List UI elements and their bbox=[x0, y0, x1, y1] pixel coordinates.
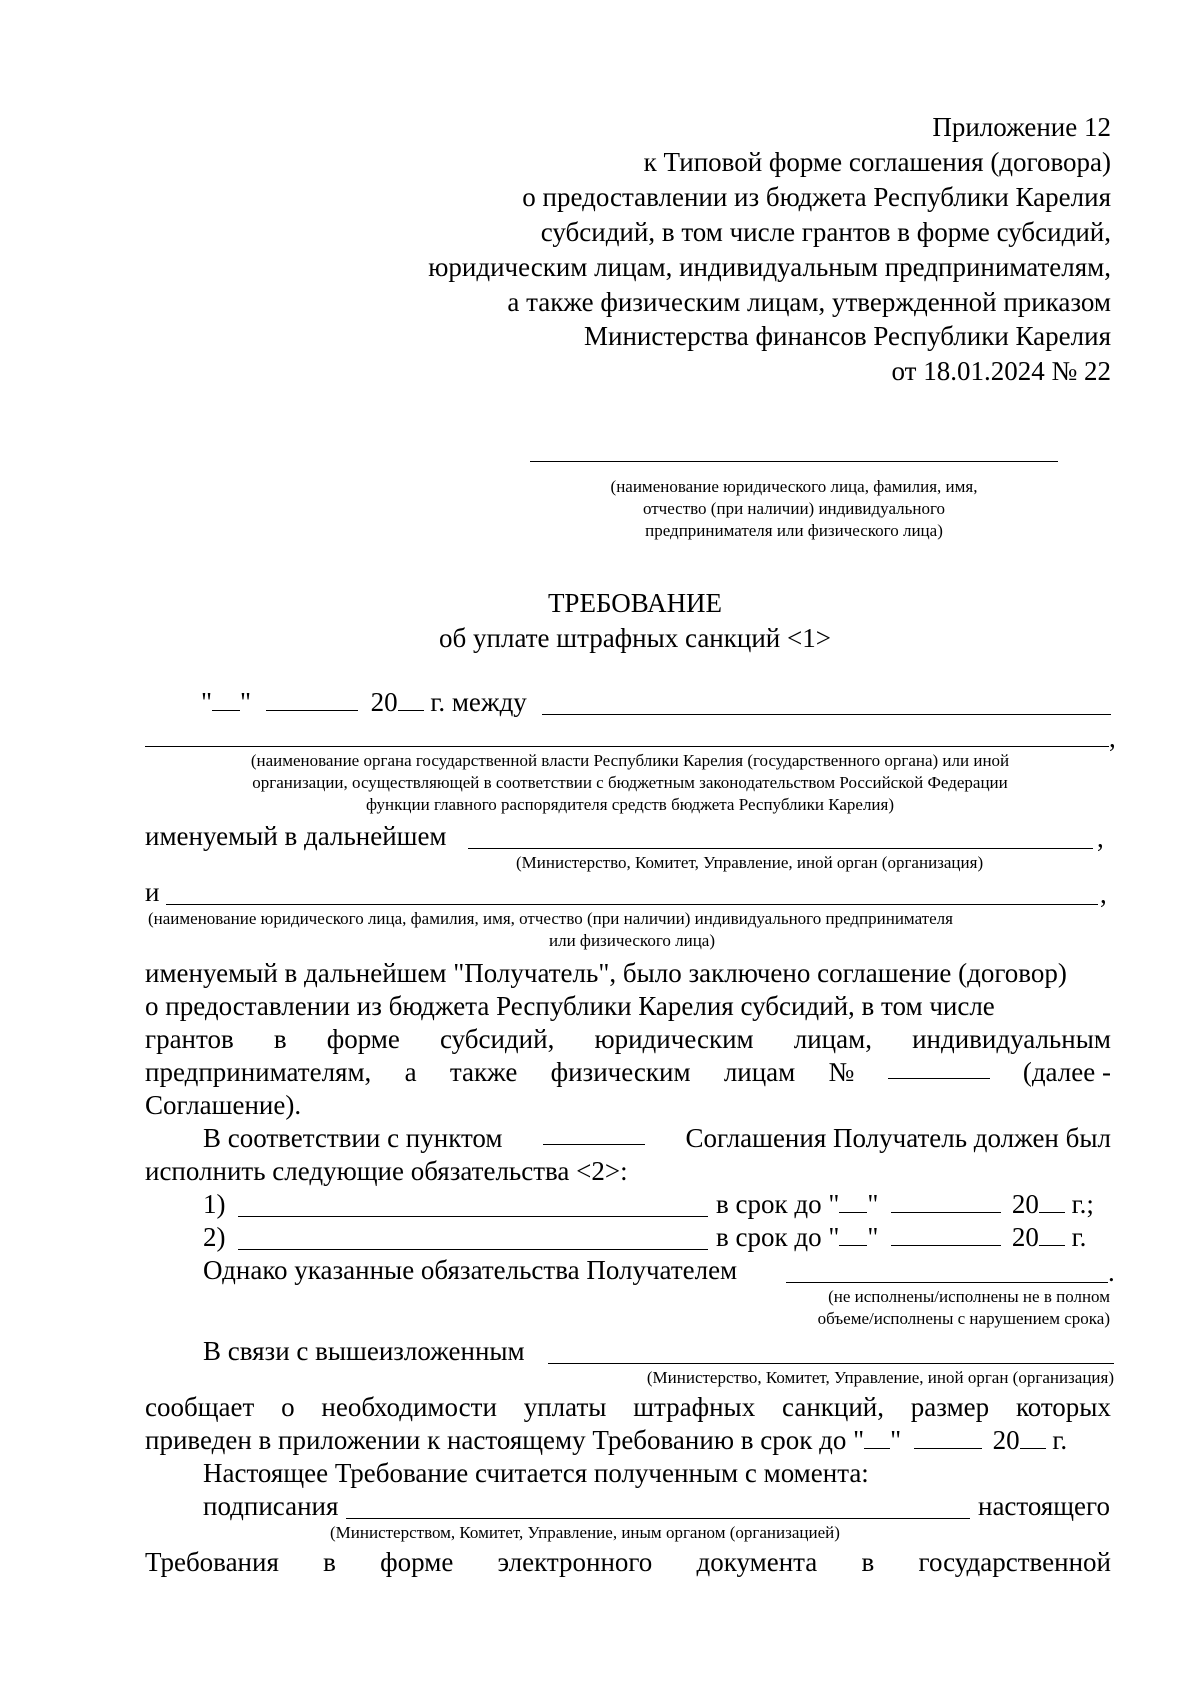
paragraph-line-justified: сообщает о необходимости уплаты штрафных санкций, размер которых bbox=[145, 1392, 1111, 1422]
due-to-text: В связи с вышеизложенным bbox=[203, 1336, 525, 1366]
recipient-name-line[interactable] bbox=[530, 461, 1058, 462]
fulfillment-status-field[interactable] bbox=[786, 1282, 1108, 1283]
paragraph-line: о предоставлении из бюджета Республики Карелия субсидий, в том числе bbox=[145, 991, 995, 1021]
obligation-day-field[interactable] bbox=[839, 1223, 867, 1246]
obligation-number: 1) bbox=[203, 1189, 226, 1219]
header-line: а также физическим лицам, утвержденной приказом bbox=[507, 287, 1111, 317]
however-text: Однако указанные обязательства Получателем bbox=[203, 1255, 738, 1285]
obligation-number: 2) bbox=[203, 1222, 226, 1252]
obligation-year-field[interactable] bbox=[1039, 1190, 1065, 1213]
obligation-year-field[interactable] bbox=[1039, 1223, 1065, 1246]
date-day-field[interactable] bbox=[212, 688, 240, 711]
signing-authority-field[interactable] bbox=[346, 1518, 970, 1519]
sign-end: настоящего bbox=[978, 1491, 1110, 1521]
fulfillment-caption: (не исполнены/исполнены не в полном bbox=[828, 1287, 1110, 1306]
party-one-name-line-2[interactable] bbox=[145, 746, 1109, 747]
header-line: Министерства финансов Республики Карелия bbox=[583, 321, 1111, 351]
party-two-caption: (наименование юридического лица, фамилия, имя, отчество (при наличии) индивидуального предпринимателя bbox=[148, 909, 953, 928]
due-to-caption: (Министерство, Комитет, Управление, иной орган (организация) bbox=[646, 1368, 1114, 1387]
header-line: Приложение 12 bbox=[932, 112, 1111, 142]
party-one-name-line[interactable] bbox=[542, 714, 1111, 715]
payment-month-field[interactable] bbox=[914, 1426, 982, 1449]
payment-year-field[interactable] bbox=[1020, 1426, 1046, 1449]
recipient-caption: (наименование юридического лица, фамилия, имя, bbox=[610, 477, 978, 496]
due-to-authority-field[interactable] bbox=[548, 1363, 1114, 1364]
sign-label: подписания bbox=[203, 1491, 339, 1521]
and-label: и bbox=[145, 877, 160, 907]
obligation-month-field[interactable] bbox=[891, 1190, 1001, 1213]
named-label: именуемый в дальнейшем bbox=[145, 821, 447, 851]
header-line: от 18.01.2024 № 22 bbox=[891, 356, 1111, 386]
header-line: юридическим лицам, индивидуальным предпринимателям, bbox=[428, 252, 1111, 282]
comma: , bbox=[1097, 823, 1104, 853]
recipient-caption: предпринимателя или физического лица) bbox=[645, 521, 943, 540]
paragraph-line: именуемый в дальнейшем "Получатель", было заключено соглашение (договор) bbox=[145, 958, 1067, 988]
obligation-deadline: в срок до " " 20 г.; bbox=[716, 1189, 1094, 1219]
date-line: " " 20 г. между bbox=[201, 687, 527, 717]
authority-caption: функции главного распорядителя средств бюджета Республики Карелия) bbox=[365, 795, 895, 814]
obligation-month-field[interactable] bbox=[891, 1223, 1001, 1246]
paragraph-line: приведен в приложении к настоящему Требованию в срок до " " 20 г. bbox=[145, 1425, 1068, 1455]
comma: , bbox=[1109, 723, 1116, 753]
header-line: о предоставлении из бюджета Республики Карелия bbox=[522, 182, 1111, 212]
party-two-caption: или физического лица) bbox=[549, 931, 715, 950]
date-year-field[interactable] bbox=[398, 688, 424, 711]
header-line: к Типовой форме соглашения (договора) bbox=[643, 147, 1111, 177]
date-month-field[interactable] bbox=[266, 688, 358, 711]
received-text: Настоящее Требование считается полученным с момента: bbox=[203, 1458, 869, 1488]
authority-caption: (наименование органа государственной власти Республики Карелия (государственного органа) или иной bbox=[250, 751, 1010, 770]
obligation-field[interactable] bbox=[238, 1249, 708, 1250]
document-subtitle: об уплате штрафных санкций <1> bbox=[439, 623, 831, 653]
comma: , bbox=[1100, 879, 1107, 909]
named-caption: (Министерство, Комитет, Управление, иной орган (организация) bbox=[516, 853, 984, 872]
document-title: ТРЕБОВАНИЕ bbox=[547, 588, 723, 618]
obligation-deadline: в срок до " " 20 г. bbox=[716, 1222, 1087, 1252]
obligation-field[interactable] bbox=[238, 1216, 708, 1217]
period: . bbox=[1108, 1257, 1115, 1287]
paragraph-line-justified: Требования в форме электронного документа в государственной bbox=[145, 1547, 1111, 1577]
named-field[interactable] bbox=[468, 848, 1093, 849]
paragraph-line-justified: В соответствии с пунктом Соглашения Получатель должен был bbox=[203, 1123, 1111, 1153]
paragraph-line-justified: грантов в форме субсидий, юридическим лицам, индивидуальным bbox=[145, 1024, 1111, 1054]
paragraph-line: исполнить следующие обязательства <2>: bbox=[145, 1156, 628, 1186]
payment-day-field[interactable] bbox=[864, 1426, 890, 1449]
header-line: субсидий, в том числе грантов в форме субсидий, bbox=[540, 217, 1111, 247]
fulfillment-caption: объеме/исполнены с нарушением срока) bbox=[817, 1309, 1110, 1328]
paragraph-line-justified: предпринимателям, а также физическим лицам № (далее - bbox=[145, 1057, 1111, 1087]
authority-caption: организации, осуществляющей в соответствии с бюджетным законодательством Российской Федерации bbox=[252, 773, 1008, 792]
agreement-number-field[interactable] bbox=[888, 1056, 990, 1079]
paragraph-line: Соглашение). bbox=[145, 1090, 302, 1120]
obligation-day-field[interactable] bbox=[839, 1190, 867, 1213]
clause-number-field[interactable] bbox=[543, 1122, 645, 1145]
recipient-caption: отчество (при наличии) индивидуального bbox=[642, 499, 946, 518]
party-two-name-field[interactable] bbox=[166, 904, 1098, 905]
signing-caption: (Министерством, Комитет, Управление, иным органом (организацией) bbox=[330, 1523, 840, 1542]
